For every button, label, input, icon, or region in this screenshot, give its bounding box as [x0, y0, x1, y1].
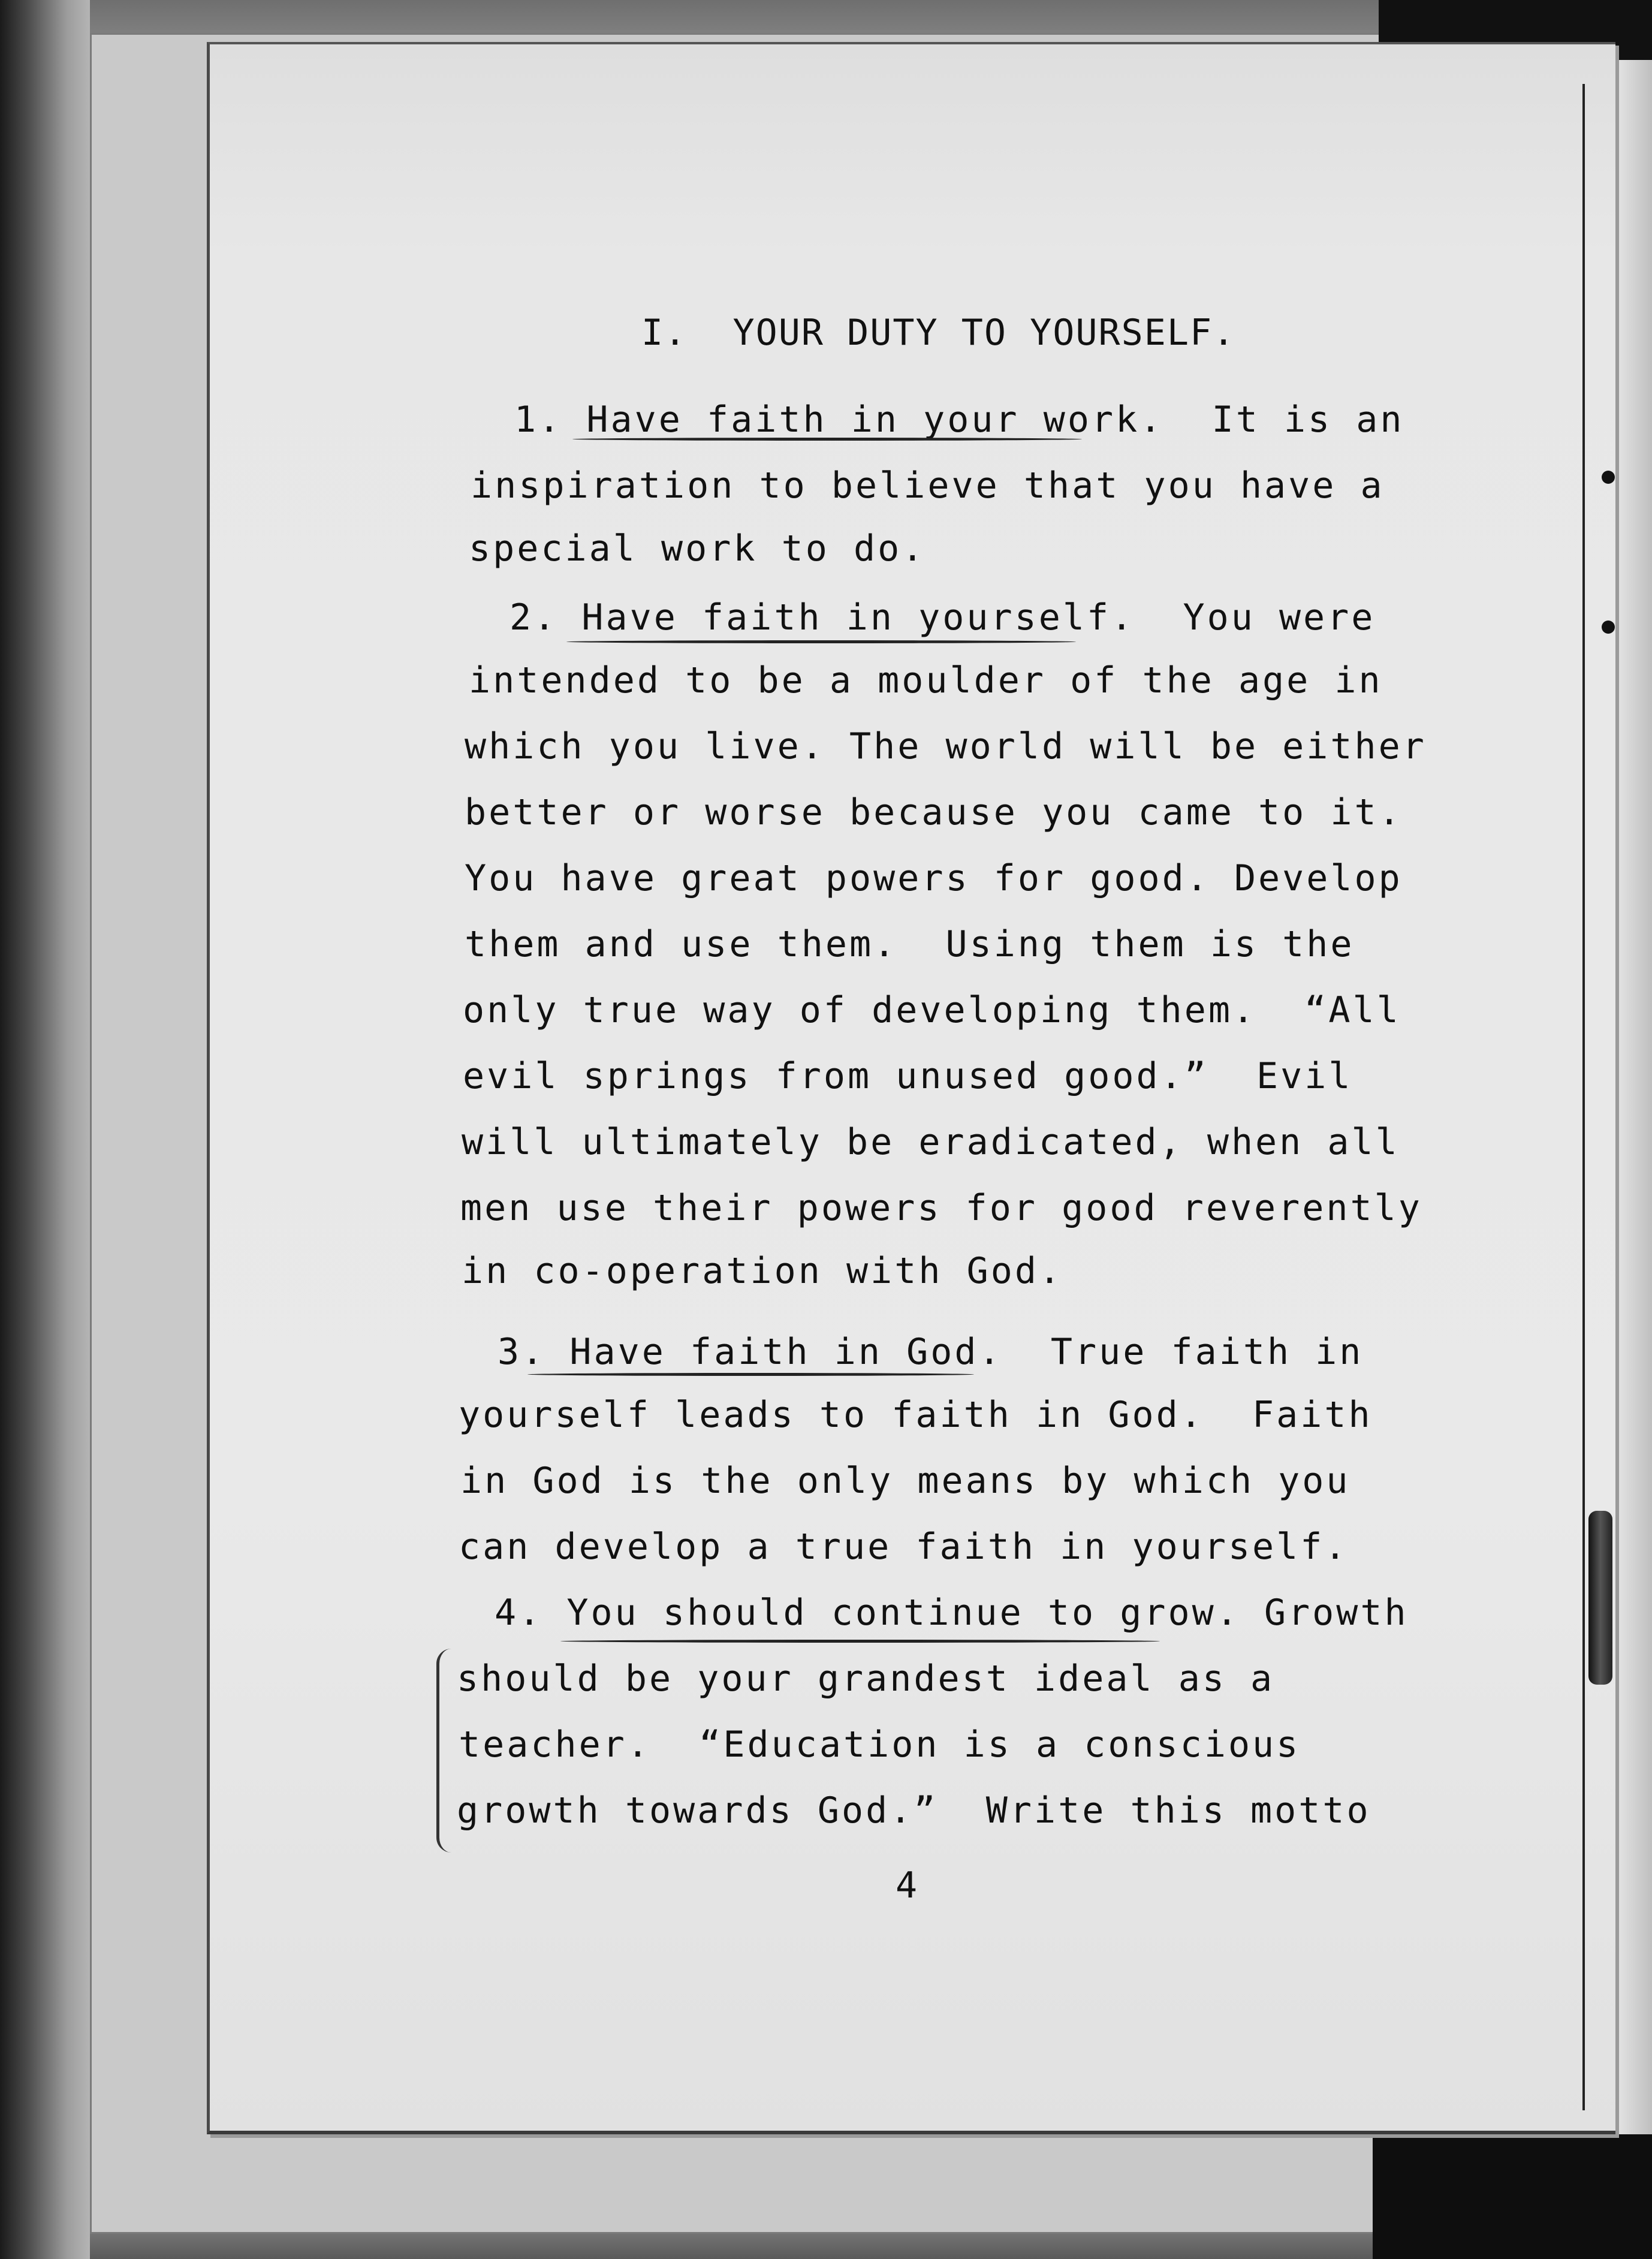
underline-mark	[566, 640, 1076, 643]
scan-dark-corner-bottom	[1373, 2134, 1652, 2259]
text-line: them and use them. Using them is the	[465, 923, 1355, 965]
text-line: men use their powers for good reverently	[460, 1187, 1422, 1229]
section-heading: I. YOUR DUTY TO YOURSELF.	[641, 312, 1236, 354]
text-line: teacher. “Education is a conscious	[459, 1724, 1301, 1766]
underline-mark	[527, 1373, 974, 1376]
text-line: should be your grandest ideal as a	[457, 1658, 1275, 1700]
text-line: evil springs from unused good.” Evil	[463, 1055, 1353, 1097]
text-line: only true way of developing them. “All	[463, 989, 1401, 1031]
text-line: 2. Have faith in yourself. You were	[510, 597, 1376, 638]
binding-clip	[1588, 1511, 1612, 1685]
text-line: special work to do.	[469, 528, 926, 570]
binding-dot	[1602, 471, 1615, 484]
scan-left-edge	[0, 0, 90, 2259]
text-line: in God is the only means by which you	[460, 1460, 1350, 1502]
page-number: 4	[896, 1865, 918, 1906]
margin-bracket-mark	[436, 1649, 451, 1853]
text-line: will ultimately be eradicated, when all	[462, 1121, 1400, 1163]
binding-dot	[1602, 621, 1615, 634]
underline-mark	[572, 438, 1082, 441]
text-line: can develop a true faith in yourself.	[459, 1526, 1349, 1568]
text-line: which you live. The world will be either	[465, 725, 1427, 767]
text-line: intended to be a moulder of the age in	[469, 659, 1383, 701]
text-line: growth towards God.” Write this motto	[457, 1790, 1371, 1832]
text-line: yourself leads to faith in God. Faith	[459, 1394, 1373, 1436]
text-line: 4. You should continue to grow. Growth	[495, 1592, 1409, 1634]
text-line: You have great powers for good. Develop	[465, 857, 1403, 899]
text-line: 3. Have faith in God. True faith in	[498, 1331, 1364, 1373]
text-line: 1. Have faith in your work. It is an	[514, 399, 1404, 441]
text-line: in co-operation with God.	[462, 1250, 1063, 1292]
text-line: inspiration to believe that you have a	[471, 465, 1385, 507]
underline-mark	[560, 1640, 1160, 1643]
text-line: better or worse because you came to it.	[465, 791, 1403, 833]
page-fold-line	[1582, 84, 1585, 2110]
